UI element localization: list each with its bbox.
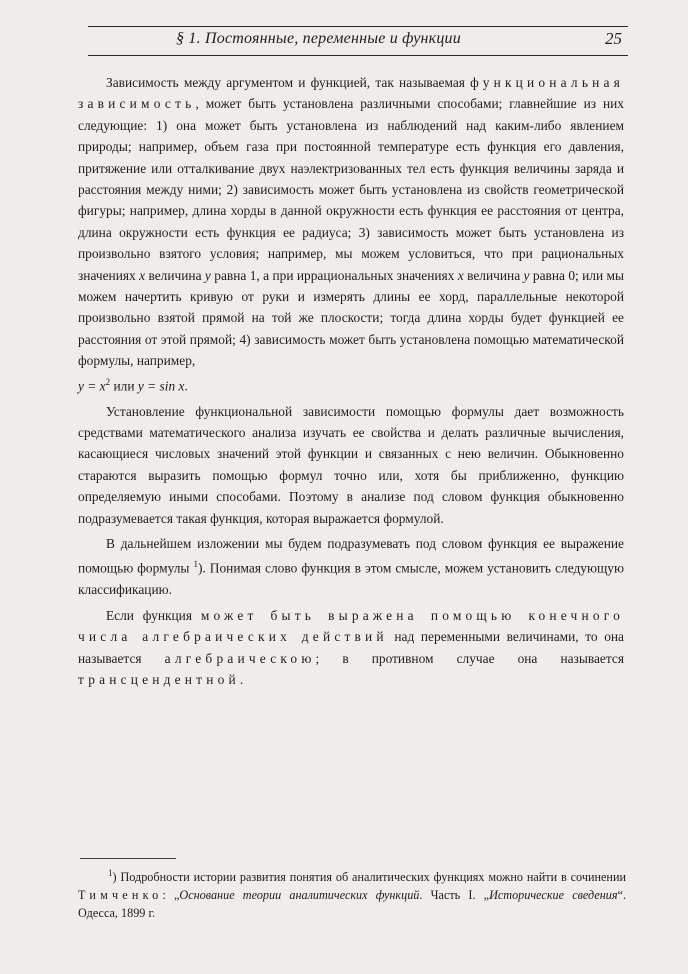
text-span: ; в противном случае она называется	[315, 650, 624, 666]
text-span: величина	[145, 267, 205, 283]
math-var: x	[139, 267, 146, 283]
section-title: § 1. Постоянные, переменные и функции	[176, 30, 461, 47]
text-span: Зависимость между аргументом и функцией, так называемая	[106, 75, 471, 90]
text-span: ). Понимая слово функция в этом смысле, можем установить следующую классификацию.	[78, 560, 624, 598]
formula: y = x	[78, 378, 106, 394]
footnote-marker: 1	[108, 868, 113, 878]
text-span: величина	[463, 267, 524, 283]
spaced-term: функциональная зависимость	[78, 75, 624, 112]
footnote	[78, 864, 626, 922]
text-span: Если функция	[106, 607, 201, 623]
spaced-term: трансцендентной	[78, 671, 240, 687]
formula-exponent: 2	[105, 376, 111, 387]
footnote-text	[78, 864, 626, 922]
text-span: или	[110, 378, 138, 394]
text-span: равна 0; или мы можем начертить кривую от руки и измерять длины ее хорд, параллельные некоторой произвольно взятой прямой на той же плоскости; тогда длина хорды будет функцией ее расстояния от этой прямой; 4) зависимость может быть установлена помощью математической формулы, например,	[78, 267, 625, 369]
spaced-term: алгебраическою	[164, 650, 316, 666]
math-var: x	[457, 267, 464, 283]
spaced-phrase: может быть выражена помощью конечного числа алгебраических действий	[78, 607, 624, 645]
text-span: .	[184, 378, 188, 394]
footnote-book-title: Основание теории аналитических функций	[179, 888, 420, 903]
paragraph-2: Установление функциональной зависимости помощью формулы дает возможность средствами математического анализа изучать ее свойства и делать различные вычисления, касающиеся числовых значений этой функции и связанных с нею величин. Обыкновенно стараются выразить помощью формул точно или, хотя бы приближенно, функцию определяемую иными способами. Поэтому в анализе под словом функция обыкновенно подразумевается такая функция, которая выражается формулой.	[78, 403, 624, 526]
footnote-author: Тимченко	[78, 888, 163, 903]
paragraph-3	[78, 533, 624, 601]
text-span: , может быть установлена различными способами; главнейшие из них следующие: 1) она может быть установлена из наблюдений над каким-либо явлением природы; например, объем газа при постоянной температуре есть функция его давления, притяжение или отталкивание двух наэлектризованных тел есть функция величины заряда и расстояния между ними; 2) зависимость может быть установлена из свойств геометрической фигуры; например, длина хорды в данной окружности есть функция ее расстояния от центра, длина окружности есть функция ее радиуса; 3) зависимость может быть установлена из произвольно взятого условия; например, мы можем условиться, что при рациональных значениях	[78, 96, 624, 283]
text-span: ) Подробности истории развития понятия об аналитических функциях можно найти в сочинении	[112, 870, 626, 885]
formula: y = sin x	[137, 378, 185, 394]
text-span: .	[239, 671, 244, 687]
footnote-divider	[80, 858, 176, 859]
footnote-ref: 1	[193, 559, 198, 570]
text-span: “. Одесса, 1899 г.	[78, 888, 627, 921]
text-span: : „	[162, 888, 180, 903]
main-text	[78, 72, 624, 694]
running-header	[88, 26, 628, 56]
text-span: . Часть I. „	[419, 888, 490, 903]
math-var: y	[204, 267, 211, 283]
text-span: равна 1, а при иррациональных значениях	[210, 267, 458, 283]
text-span: В дальнейшем изложении мы будем подразумевать под словом функция ее выражение помощью формулы	[78, 536, 624, 576]
text-span: над переменными величинами, то она называется	[78, 629, 625, 666]
footnote-book-subtitle: Исторические сведения	[489, 888, 618, 903]
math-var: y	[523, 267, 530, 283]
page-number: 25	[605, 29, 622, 48]
paragraph-4	[78, 605, 624, 691]
paragraph-1	[78, 72, 624, 397]
